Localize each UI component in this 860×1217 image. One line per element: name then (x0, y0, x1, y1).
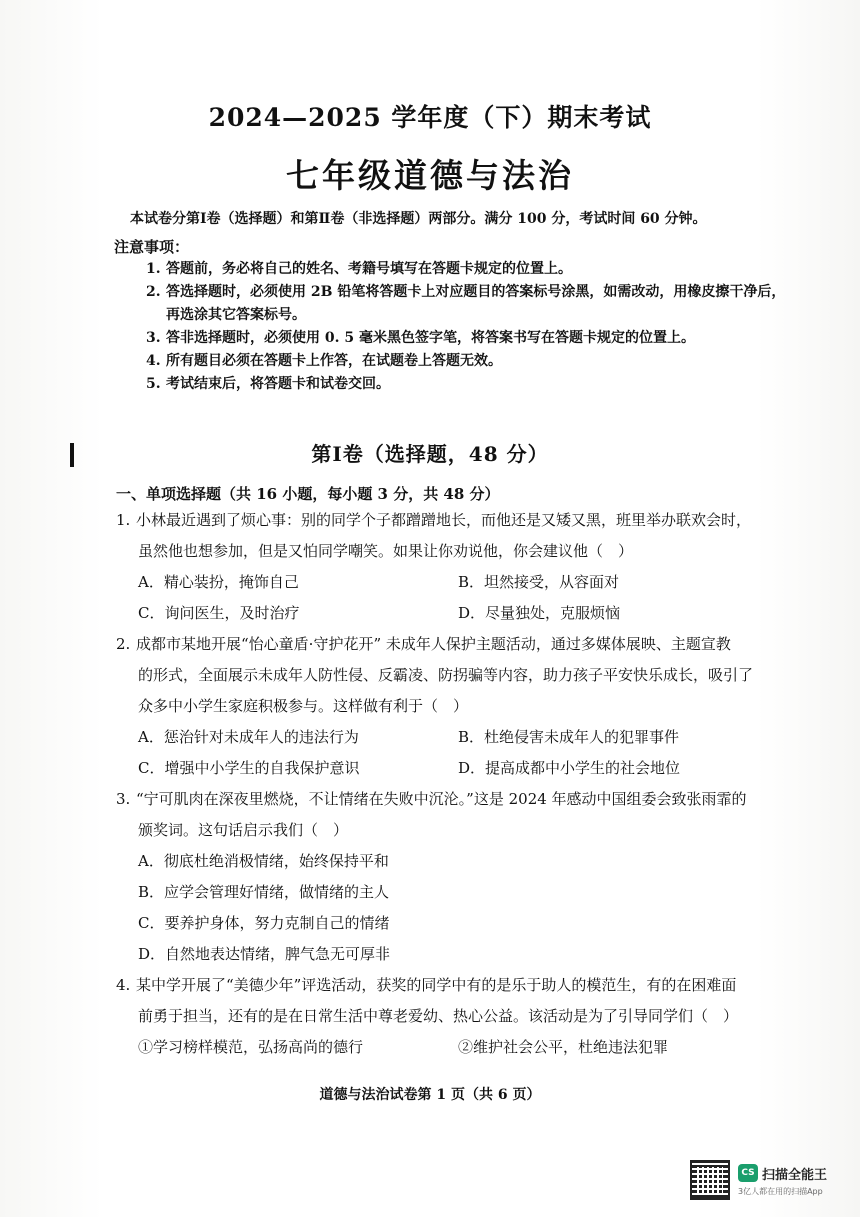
question-stem-continued: 前勇于担当，还有的是在日常生活中尊老爱幼、热心公益。该活动是为了引导同学们（ ） (138, 1007, 739, 1025)
notice-item-number: 5. (146, 376, 161, 392)
question-3 (116, 784, 786, 970)
question-number: 1. (116, 511, 131, 529)
question-stem: 某中学开展了“美德少年”评选活动，获奖的同学中有的是乐于助人的模范生，有的在困难面 (136, 976, 737, 994)
question-list (116, 505, 786, 1063)
question-stem-continued: 虽然他也想参加，但是又怕同学嘲笑。如果让你劝说他，你会建议他（ ） (138, 542, 634, 560)
notice-item-number: 4. (146, 353, 161, 369)
option-c: C．增强中小学生的自我保护意识 (138, 759, 360, 777)
notice-item-number: 2. (146, 284, 161, 300)
qr-code-icon (690, 1160, 730, 1200)
notice-item-number: 3. (146, 330, 161, 346)
question-stem-continued: 众多中小学生家庭积极参与。这样做有利于（ ） (138, 697, 469, 715)
question-number: 2. (116, 635, 131, 653)
scanner-watermark (690, 1160, 850, 1206)
question-stem: 成都市某地开展“怡心童盾·守护花开” 未成年人保护主题活动，通过多媒体展映、主题宣教 (136, 635, 731, 653)
exam-intro: 本试卷分第Ⅰ卷（选择题）和第Ⅱ卷（非选择题）两部分。满分 100 分，考试时间 60 分钟。 (130, 211, 707, 227)
notice-item-text: 考试结束后，将答题卡和试卷交回。 (166, 376, 390, 392)
question-number: 4. (116, 976, 131, 994)
scanner-app-name: 扫描全能王 (762, 1168, 828, 1183)
option-b: B．杜绝侵害未成年人的犯罪事件 (458, 728, 680, 746)
question-number: 3. (116, 790, 131, 808)
question-1 (116, 505, 786, 629)
question-4 (116, 970, 786, 1063)
option-a: A．精心装扮，掩饰自己 (138, 573, 299, 591)
option-b: B．坦然接受，从容面对 (458, 573, 620, 591)
exam-title: 2024—2025 学年度（下）期末考试 (208, 103, 652, 132)
question-stem-continued: 的形式，全面展示未成年人防性侵、反霸凌、防拐骗等内容，助力孩子平安快乐成长，吸引了 (138, 666, 754, 684)
option-1: ①学习榜样模范，弘扬高尚的德行 (138, 1038, 364, 1056)
option-c: C．询问医生，及时治疗 (138, 604, 300, 622)
notice-item (146, 327, 786, 350)
notice-item-text: 答非选择题时，必须使用 0. 5 毫米黑色签字笔，将答案书写在答题卡规定的位置上。 (166, 330, 695, 346)
notice-item-number: 1. (146, 261, 161, 277)
notice-list (146, 258, 786, 396)
notice-item-text: 答题前，务必将自己的姓名、考籍号填写在答题卡规定的位置上。 (166, 261, 572, 277)
question-stem: “宁可肌肉在深夜里燃烧，不让情绪在失败中沉沦。”这是 2024 年感动中国组委会致张雨霏的 (136, 790, 747, 808)
section-title: 第Ⅰ卷（选择题，48 分） (311, 442, 549, 466)
notice-item (146, 281, 786, 327)
notice-item (146, 350, 786, 373)
page-footer: 道德与法治试卷第 1 页（共 6 页） (319, 1087, 541, 1103)
option-a: A．惩治针对未成年人的违法行为 (138, 728, 359, 746)
question-2 (116, 629, 786, 784)
option-c: C．要养护身体，努力克制自己的情绪 (138, 914, 390, 932)
option-d: D．提高成都中小学生的社会地位 (458, 759, 681, 777)
notice-item (146, 373, 786, 396)
notice-item-text: 所有题目必须在答题卡上作答，在试题卷上答题无效。 (166, 353, 502, 369)
option-d: D．自然地表达情绪，脾气急无可厚非 (138, 945, 391, 963)
option-b: B．应学会管理好情绪，做情绪的主人 (138, 883, 390, 901)
question-stem-continued: 颁奖词。这句话启示我们（ ） (138, 821, 349, 839)
option-a: A．彻底杜绝消极情绪，始终保持平和 (138, 852, 389, 870)
part-heading: 一、单项选择题（共 16 小题，每小题 3 分，共 48 分） (116, 485, 500, 503)
notice-item-text: 答选择题时，必须使用 2B 铅笔将答题卡上对应题目的答案标号涂黑，如需改动，用橡皮擦干净后，再选涂其它答案标号。 (166, 284, 786, 323)
notice-heading: 注意事项： (114, 238, 190, 256)
scanner-app-subtitle: 3亿人都在用的扫描App (738, 1187, 823, 1196)
option-2: ②维护社会公平，杜绝违法犯罪 (458, 1038, 669, 1056)
subject-title: 七年级道德与法治 (286, 156, 574, 195)
option-d: D．尽量独处，克服烦恼 (458, 604, 621, 622)
notice-item (146, 258, 786, 281)
camscanner-logo: CS (738, 1164, 758, 1182)
question-stem: 小林最近遇到了烦心事：别的同学个子都蹭蹭地长，而他还是又矮又黑，班里举办联欢会时， (136, 511, 752, 529)
